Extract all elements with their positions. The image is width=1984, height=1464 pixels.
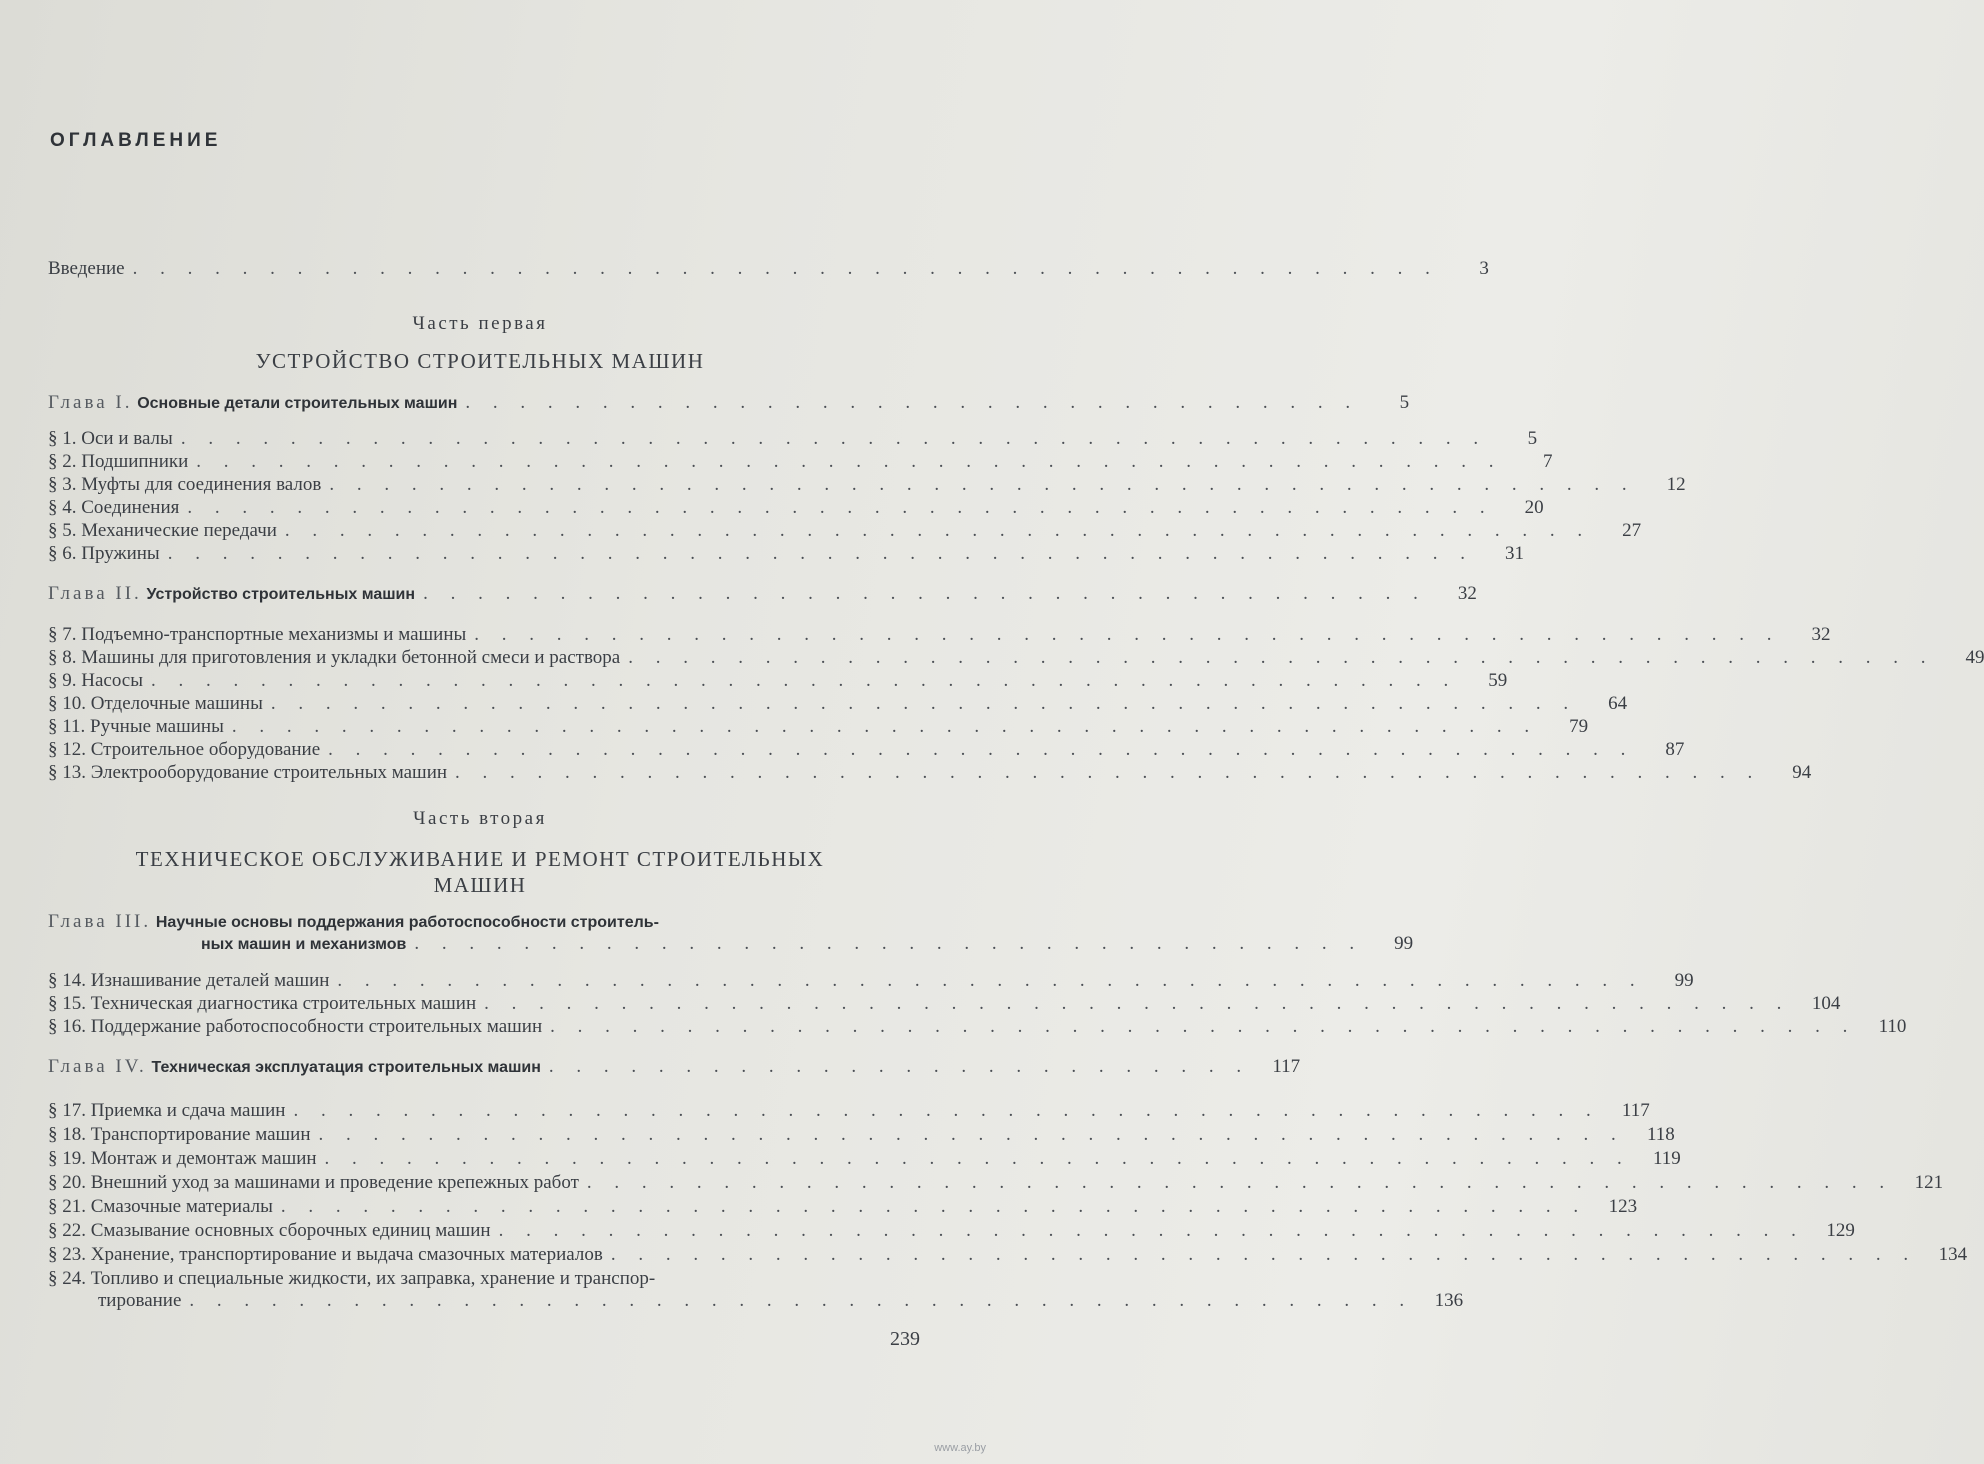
entry-page: 99 bbox=[1394, 933, 1414, 954]
leader-dots: . . . . . . . . . . . . . . . . . . . . . . . . . . bbox=[548, 1056, 1251, 1077]
entry-page: 87 bbox=[1665, 739, 1685, 760]
entry-page: 3 bbox=[1479, 258, 1489, 279]
toc-section bbox=[48, 1148, 1681, 1170]
section-number: § 11. bbox=[48, 716, 86, 737]
toc-entry-intro bbox=[48, 258, 1489, 280]
leader-dots: . . . . . . . . . . . . . . . . . . . . . . . . . . . . . . . . . . . . . . . . . . . . . . . . bbox=[586, 1172, 1894, 1193]
section-number: § 21. bbox=[48, 1196, 86, 1217]
section-title: Электрооборудование строительных машин bbox=[90, 762, 448, 783]
entry-page: 99 bbox=[1674, 970, 1694, 991]
entry-page: 134 bbox=[1938, 1244, 1968, 1265]
section-title: Монтаж и демонтаж машин bbox=[90, 1148, 317, 1169]
section-number: § 2. bbox=[48, 451, 77, 472]
watermark: www.ay.by bbox=[934, 1442, 986, 1454]
section-title: Подшипники bbox=[81, 451, 189, 472]
leader-dots: . . . . . . . . . . . . . . . . . . . . . . . . . . . . . . . . . . . . . . . . . . . . . . . . bbox=[132, 258, 1439, 279]
toc-section bbox=[48, 543, 1524, 565]
section-title: Поддержание работоспособности строительных машин bbox=[90, 1016, 543, 1037]
section-number: § 24. bbox=[48, 1268, 86, 1289]
part-title: УСТРОЙСТВО СТРОИТЕЛЬНЫХ МАШИН bbox=[255, 349, 705, 373]
section-title: Смазывание основных сборочных единиц машин bbox=[90, 1220, 491, 1241]
entry-page: 136 bbox=[1434, 1290, 1464, 1311]
section-number: § 3. bbox=[48, 474, 77, 495]
toc-section bbox=[48, 1220, 1855, 1242]
entry-page: 94 bbox=[1792, 762, 1812, 783]
toc-section bbox=[48, 716, 1589, 738]
section-title: Машины для приготовления и укладки бетонной смеси и раствора bbox=[81, 647, 621, 668]
section-title: Насосы bbox=[81, 670, 144, 691]
leader-dots: . . . . . . . . . . . . . . . . . . . . . . . . . . . . . . . . . . . . . . . . . . . . . . . . bbox=[474, 624, 1781, 645]
part-title-line: МАШИН bbox=[433, 873, 527, 897]
leader-dots: . . . . . . . . . . . . . . . . . . . . . . . . . . . . . . . . . . . . . . . . . . . . . . . . bbox=[324, 1148, 1631, 1169]
section-title: Топливо и специальные жидкости, их заправка, хранение и транспор- bbox=[90, 1268, 656, 1289]
toc-section bbox=[48, 1016, 1907, 1038]
entry-page: 118 bbox=[1646, 1124, 1675, 1145]
section-number: § 23. bbox=[48, 1244, 86, 1265]
entry-page: 5 bbox=[1399, 392, 1410, 413]
entry-page: 64 bbox=[1608, 693, 1628, 714]
section-number: § 1. bbox=[48, 428, 77, 449]
entry-page: 121 bbox=[1914, 1172, 1944, 1193]
section-title: Хранение, транспортирование и выдача смазочных материалов bbox=[90, 1244, 603, 1265]
toc-section bbox=[48, 739, 1685, 761]
chapter-title: Научные основы поддержания работоспособности строитель- bbox=[155, 914, 659, 931]
leader-dots: . . . . . . . . . . . . . . . . . . . . . . . . . . . . . . . . . . . . . . . . . . . . . . . . bbox=[337, 970, 1644, 991]
entry-page: 123 bbox=[1608, 1196, 1638, 1217]
toc-section bbox=[48, 1268, 1464, 1312]
toc-section bbox=[48, 1244, 1968, 1266]
toc-chapter bbox=[48, 392, 1410, 414]
toc-section bbox=[48, 1124, 1675, 1146]
chapter-number: Глава III. bbox=[48, 911, 152, 932]
leader-dots: . . . . . . . . . . . . . . . . . . . . . . . . . . . . . . . . . . . . . . . . . . . . . . . . bbox=[550, 1016, 1857, 1037]
toc-section bbox=[48, 1172, 1944, 1194]
toc-section bbox=[48, 451, 1553, 473]
section-number: § 13. bbox=[48, 762, 86, 783]
toc-section bbox=[48, 624, 1831, 646]
toc-section bbox=[48, 428, 1538, 450]
part-title bbox=[40, 846, 920, 898]
entry-page: 117 bbox=[1621, 1100, 1650, 1121]
section-number: § 7. bbox=[48, 624, 77, 645]
section-title: Внешний уход за машинами и проведение крепежных работ bbox=[90, 1172, 579, 1193]
section-title: Механические передачи bbox=[81, 520, 277, 541]
entry-page: 110 bbox=[1878, 1016, 1907, 1037]
section-number: § 15. bbox=[48, 993, 86, 1014]
leader-dots: . . . . . . . . . . . . . . . . . . . . . . . . . . . . . . . . . . . . . . . . . . . . . bbox=[189, 1290, 1414, 1311]
leader-dots: . . . . . . . . . . . . . . . . . . . . . . . . . . . . . . . . . bbox=[465, 392, 1360, 413]
toc-section bbox=[48, 970, 1694, 992]
section-title: Строительное оборудование bbox=[90, 739, 321, 760]
chapter-title: Техническая эксплуатация строительных машин bbox=[151, 1059, 541, 1076]
toc-chapter bbox=[48, 583, 1477, 605]
leader-dots: . . . . . . . . . . . . . . . . . . . . . . . . . . . . . . . . . . . . . . . . . . . . . . . . bbox=[484, 993, 1791, 1014]
leader-dots: . . . . . . . . . . . . . . . . . . . . . . . . . . . . . . . . . . . . . . . . . . . . . . . . bbox=[196, 451, 1503, 472]
section-title: Ручные машины bbox=[90, 716, 224, 737]
toc-section bbox=[48, 474, 1686, 496]
chapter-number: Глава I. bbox=[48, 392, 133, 413]
entry-page: 27 bbox=[1622, 520, 1642, 541]
section-title: Приемка и сдача машин bbox=[90, 1100, 286, 1121]
toc-section bbox=[48, 1100, 1650, 1122]
part-title-line: ТЕХНИЧЕСКОЕ ОБСЛУЖИВАНИЕ И РЕМОНТ СТРОИТЕЛЬНЫХ bbox=[135, 847, 825, 871]
leader-dots: . . . . . . . . . . . . . . . . . . . . . . . . . . . . . . . . . . . . . . . . . . . . . . . . bbox=[628, 647, 1935, 668]
section-title: Соединения bbox=[81, 497, 180, 518]
section-number: § 6. bbox=[48, 543, 77, 564]
leader-dots: . . . . . . . . . . . . . . . . . . . . . . . . . . . . . . . . . . . . . . . . . . . . . . . . bbox=[270, 693, 1578, 714]
section-title: Транспортирование машин bbox=[90, 1124, 311, 1145]
leader-dots: . . . . . . . . . . . . . . . . . . . . . . . . . . . . . . . . . . . . . . . . . . . . . . . . bbox=[284, 520, 1592, 541]
leader-dots: . . . . . . . . . . . . . . . . . . . . . . . . . . . . . . . . . . . . . . . . . . . . . . . . bbox=[151, 670, 1458, 691]
section-title: Изнашивание деталей машин bbox=[90, 970, 330, 991]
section-number: § 9. bbox=[48, 670, 77, 691]
entry-page: 31 bbox=[1504, 543, 1524, 564]
entry-page: 59 bbox=[1488, 670, 1508, 691]
leader-dots: . . . . . . . . . . . . . . . . . . . . . . . . . . . . . . . . . . . . . . . . . . . . . . . . bbox=[293, 1100, 1600, 1121]
leader-dots: . . . . . . . . . . . . . . . . . . . . . . . . . . . . . . . . . . . . . . . . . . . . . . . . bbox=[328, 739, 1635, 760]
section-title: Смазочные материалы bbox=[90, 1196, 273, 1217]
leader-dots: . . . . . . . . . . . . . . . . . . . . . . . . . . . . . . . . . . . . . . . . . . . . . . . . bbox=[280, 1196, 1588, 1217]
entry-page: 117 bbox=[1272, 1056, 1301, 1077]
section-number: § 16. bbox=[48, 1016, 86, 1037]
section-title-cont: тирование bbox=[98, 1290, 182, 1311]
section-title: Подъемно-транспортные механизмы и машины bbox=[81, 624, 467, 645]
entry-page: 119 bbox=[1653, 1148, 1681, 1169]
entry-page: 12 bbox=[1666, 474, 1686, 495]
section-number: § 4. bbox=[48, 497, 77, 518]
leader-dots: . . . . . . . . . . . . . . . . . . . . . . . . . . . . . . . . . . . . . . . . . . . . . . . . bbox=[318, 1124, 1625, 1145]
entry-page: 7 bbox=[1543, 451, 1553, 472]
entry-title: Введение bbox=[48, 258, 125, 279]
leader-dots: . . . . . . . . . . . . . . . . . . . . . . . . . . . . . . . . . . . . . . . . . . . . . . . . bbox=[167, 543, 1474, 564]
leader-dots: . . . . . . . . . . . . . . . . . . . . . . . . . . . . . . . . . . . . . . . . . . . . . . . . bbox=[231, 716, 1539, 737]
leader-dots: . . . . . . . . . . . . . . . . . . . . . . . . . . . . . . . . . . . . . . . . . . . . . . . . bbox=[455, 762, 1762, 783]
chapter-title: Основные детали строительных машин bbox=[137, 395, 458, 412]
section-number: § 19. bbox=[48, 1148, 86, 1169]
toc-section bbox=[48, 993, 1841, 1015]
section-number: § 18. bbox=[48, 1124, 86, 1145]
entry-page: 20 bbox=[1524, 497, 1544, 518]
toc-chapter bbox=[48, 911, 1414, 955]
chapter-number: Глава IV. bbox=[48, 1056, 147, 1077]
section-title: Оси и валы bbox=[81, 428, 173, 449]
part-label: Часть вторая bbox=[413, 808, 547, 829]
toc-section bbox=[48, 693, 1628, 715]
entry-page: 32 bbox=[1811, 624, 1831, 645]
toc-section bbox=[48, 497, 1544, 519]
entry-page: 129 bbox=[1826, 1220, 1855, 1241]
section-title: Муфты для соединения валов bbox=[81, 474, 322, 495]
toc-section bbox=[48, 647, 1984, 669]
leader-dots: . . . . . . . . . . . . . . . . . . . . . . . . . . . . . . . . . . . . . . . . . . . . . . . . bbox=[180, 428, 1488, 449]
leader-dots: . . . . . . . . . . . . . . . . . . . . . . . . . . . . . . . . . . . . . . . . . . . . . . . . bbox=[498, 1220, 1805, 1241]
page-number: 239 bbox=[890, 1328, 920, 1350]
leader-dots: . . . . . . . . . . . . . . . . . . . . . . . . . . . . . . . . . . . . . . . . . . . . . . . . bbox=[187, 497, 1494, 518]
section-number: § 5. bbox=[48, 520, 77, 541]
section-number: § 20. bbox=[48, 1172, 86, 1193]
entry-page: 104 bbox=[1811, 993, 1841, 1014]
section-number: § 17. bbox=[48, 1100, 86, 1121]
entry-page: 49 bbox=[1965, 647, 1984, 668]
section-number: § 8. bbox=[48, 647, 77, 668]
part-label: Часть первая bbox=[412, 313, 548, 334]
toc-heading: ОГЛАВЛЕНИЕ bbox=[50, 130, 222, 151]
leader-dots: . . . . . . . . . . . . . . . . . . . . . . . . . . . . . . . . . . . . . . . . . . . . . . . . bbox=[329, 474, 1636, 495]
section-number: § 22. bbox=[48, 1220, 86, 1241]
toc-section bbox=[48, 520, 1642, 542]
leader-dots: . . . . . . . . . . . . . . . . . . . . . . . . . . . . . . . . . . . . . . . . . . . . . . . . bbox=[610, 1244, 1918, 1265]
entry-page: 32 bbox=[1457, 583, 1477, 604]
toc-chapter bbox=[48, 1056, 1301, 1078]
toc-section bbox=[48, 670, 1508, 692]
leader-dots: . . . . . . . . . . . . . . . . . . . . . . . . . . . . . . . . . . . bbox=[414, 933, 1364, 954]
section-number: § 12. bbox=[48, 739, 86, 760]
section-number: § 14. bbox=[48, 970, 86, 991]
section-number: § 10. bbox=[48, 693, 86, 714]
section-title: Отделочные машины bbox=[90, 693, 263, 714]
leader-dots: . . . . . . . . . . . . . . . . . . . . . . . . . . . . . . . . . . . . . bbox=[423, 583, 1427, 604]
toc-section bbox=[48, 1196, 1638, 1218]
entry-page: 79 bbox=[1569, 716, 1589, 737]
toc-section bbox=[48, 762, 1812, 784]
section-title: Техническая диагностика строительных машин bbox=[90, 993, 477, 1014]
section-title: Пружины bbox=[81, 543, 160, 564]
chapter-title: Устройство строительных машин bbox=[146, 586, 416, 603]
chapter-title-cont: ных машин и механизмов bbox=[201, 936, 407, 953]
entry-page: 5 bbox=[1527, 428, 1538, 449]
chapter-number: Глава II. bbox=[48, 583, 142, 604]
